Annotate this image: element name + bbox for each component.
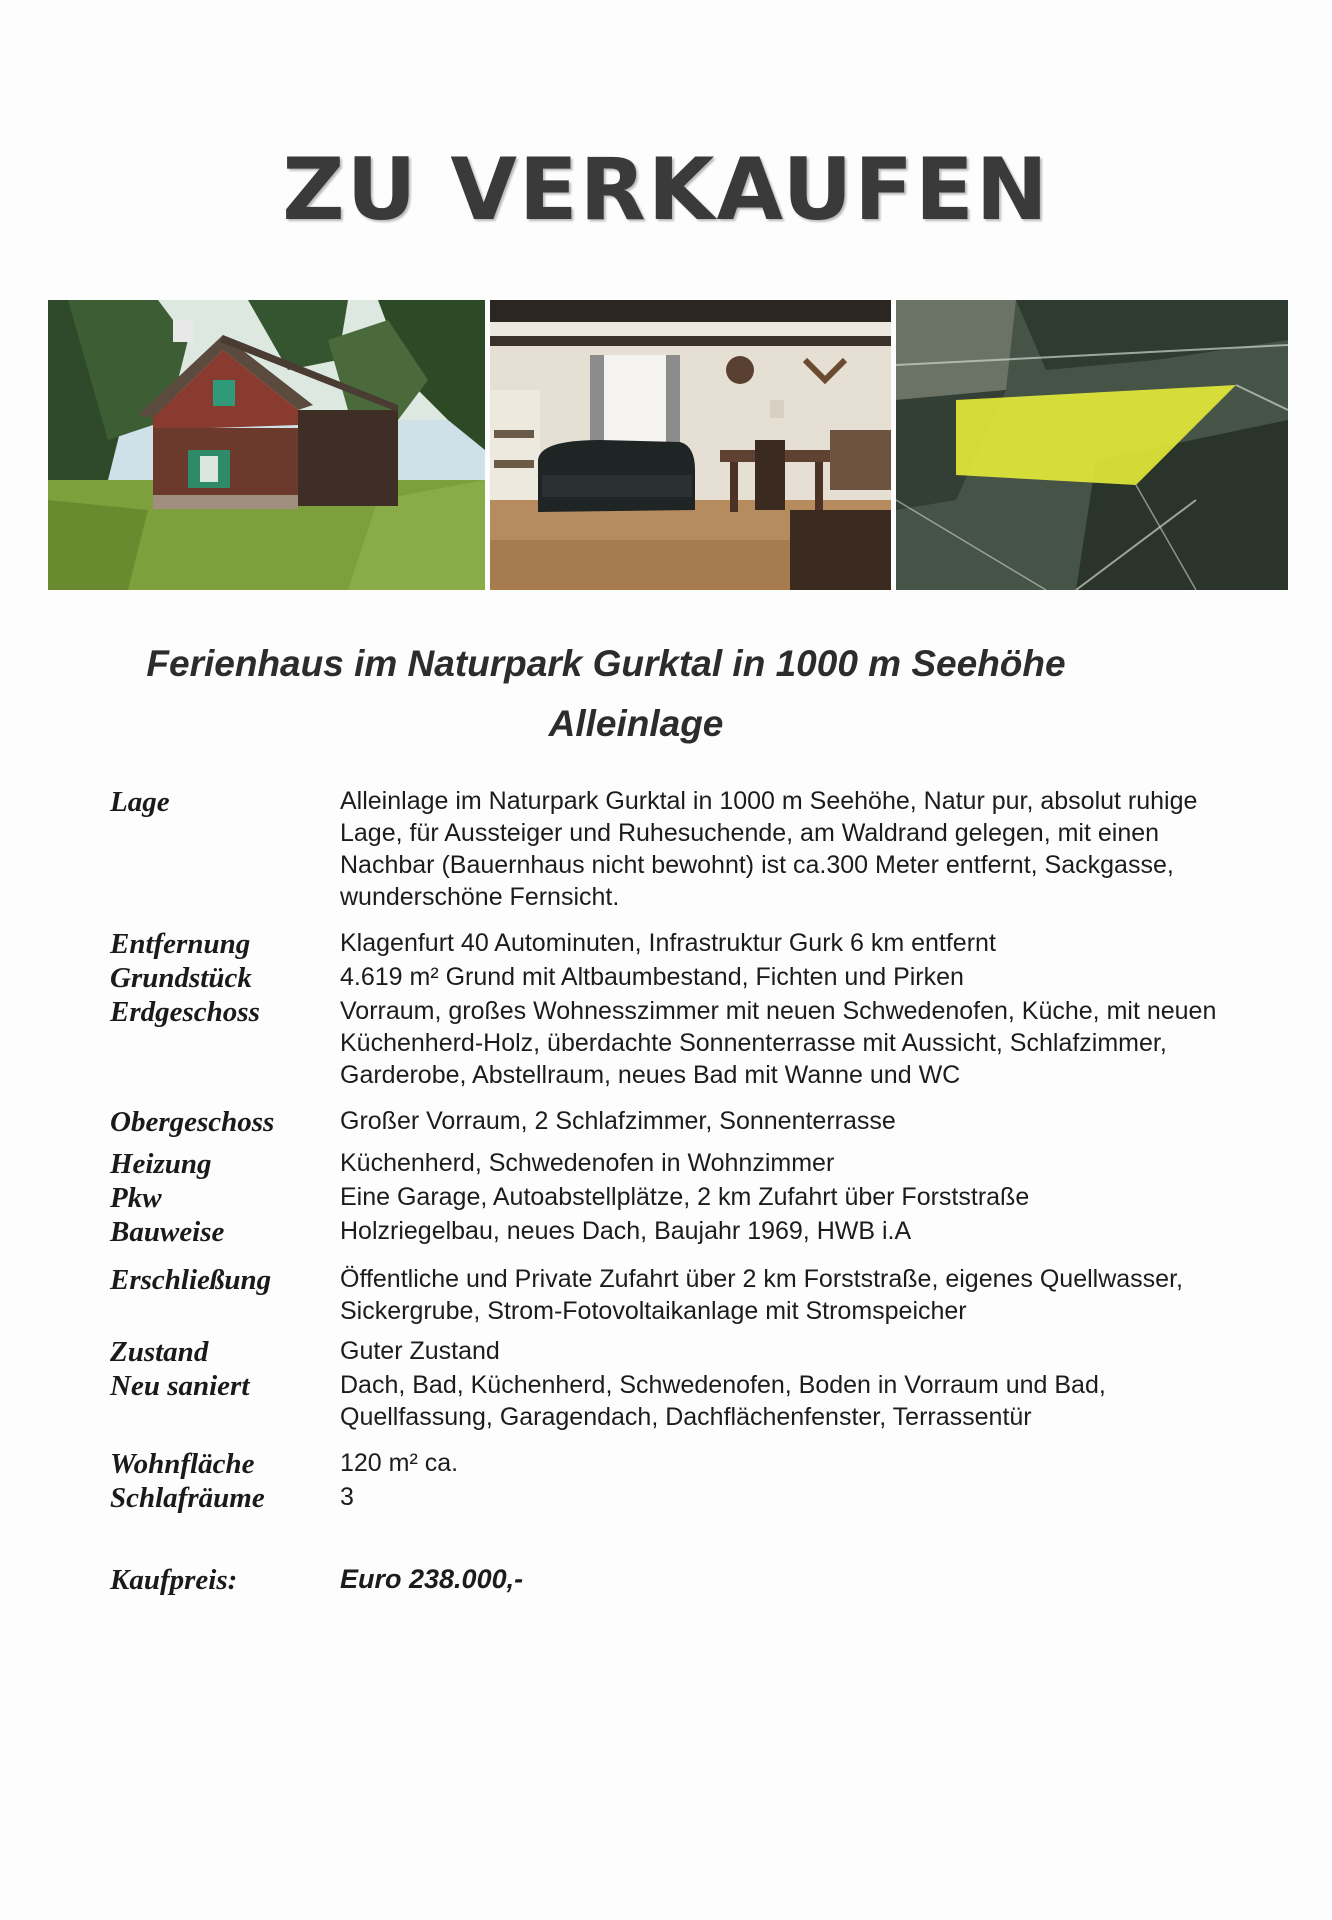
- spec-value: Alleinlage im Naturpark Gurktal in 1000 m Seehöhe, Natur pur, absolut ruhige Lage, für Aussteiger und Ruhesuchende, am Waldrand gelegen, mit einen Nachbar (Bauernhaus nicht bewohnt) ist ca.300 Meter entfernt, Sackgasse, wunderschöne Fernsicht.: [340, 787, 1198, 911]
- spec-row-zustand: [110, 1335, 1260, 1369]
- spec-row-erdgeschoss: [110, 995, 1260, 1091]
- spec-label: Neu saniert: [110, 1370, 250, 1402]
- spec-label: Erschließung: [110, 1264, 272, 1296]
- spec-label: Pkw: [110, 1182, 162, 1214]
- listing-subtitle: Ferienhaus im Naturpark Gurktal in 1000 m Seehöhe: [146, 643, 1066, 684]
- spec-value: 3: [340, 1483, 354, 1511]
- spec-row-obergeschoss: [110, 1105, 1260, 1139]
- living-room-photo: [490, 300, 891, 590]
- spec-row-wohnflaeche: [110, 1447, 1260, 1481]
- spec-value: Guter Zustand: [340, 1337, 500, 1365]
- price-label: Kaufpreis:: [110, 1564, 238, 1596]
- spec-label: Wohnfläche: [110, 1448, 255, 1480]
- spec-value: Eine Garage, Autoabstellplätze, 2 km Zufahrt über Forststraße: [340, 1183, 1030, 1211]
- price-value: Euro 238.000,-: [340, 1564, 524, 1594]
- spec-row-heizung: [110, 1147, 1260, 1181]
- spec-value: Klagenfurt 40 Autominuten, Infrastruktur Gurk 6 km entfernt: [340, 929, 996, 957]
- house-exterior-photo: [48, 300, 485, 590]
- spec-label: Grundstück: [110, 962, 252, 994]
- spec-row-neu-saniert: [110, 1369, 1260, 1433]
- spec-label: Erdgeschoss: [110, 996, 260, 1028]
- spec-label: Entfernung: [110, 928, 251, 960]
- spec-value: Dach, Bad, Küchenherd, Schwedenofen, Boden in Vorraum und Bad, Quellfassung, Garagendach, Dachflächenfenster, Terrassentür: [340, 1371, 1106, 1431]
- spec-table: [110, 785, 1260, 1597]
- listing-subtitle-location: Alleinlage: [548, 703, 724, 744]
- spec-value: Holzriegelbau, neues Dach, Baujahr 1969, HWB i.A: [340, 1217, 912, 1245]
- spec-row-pkw: [110, 1181, 1260, 1215]
- spec-value: Küchenherd, Schwedenofen in Wohnzimmer: [340, 1149, 835, 1177]
- spec-row-schlafraeume: [110, 1481, 1260, 1515]
- spec-label: Heizung: [110, 1148, 212, 1180]
- spec-label: Obergeschoss: [110, 1106, 275, 1138]
- spec-value: 4.619 m² Grund mit Altbaumbestand, Fichten und Pirken: [340, 963, 964, 991]
- spec-value: Öffentliche und Private Zufahrt über 2 km Forststraße, eigenes Quellwasser, Sickergrube, Strom-Fotovoltaikanlage mit Stromspeicher: [340, 1265, 1183, 1325]
- spec-row-entfernung: [110, 927, 1260, 961]
- aerial-plot-map-photo: [896, 300, 1288, 590]
- spec-value: Vorraum, großes Wohnesszimmer mit neuen Schwedenofen, Küche, mit neuen Küchenherd-Holz, überdachte Sonnenterrasse mit Aussicht, Schlafzimmer, Garderobe, Abstellraum, neues Bad mit Wanne und WC: [340, 997, 1217, 1089]
- spec-label: Schlafräume: [110, 1482, 265, 1514]
- spec-value: 120 m² ca.: [340, 1449, 459, 1477]
- spec-row-erschliessung: [110, 1263, 1260, 1327]
- spec-row-grundstueck: [110, 961, 1260, 995]
- page-headline: ZU VERKAUFEN: [282, 140, 1050, 240]
- price-row: [110, 1563, 1260, 1597]
- spec-value: Großer Vorraum, 2 Schlafzimmer, Sonnenterrasse: [340, 1107, 896, 1135]
- spec-row-lage: [110, 785, 1260, 913]
- spec-label: Bauweise: [110, 1216, 225, 1248]
- spec-row-bauweise: [110, 1215, 1260, 1249]
- spec-label: Zustand: [110, 1336, 209, 1368]
- spec-label: Lage: [110, 786, 170, 818]
